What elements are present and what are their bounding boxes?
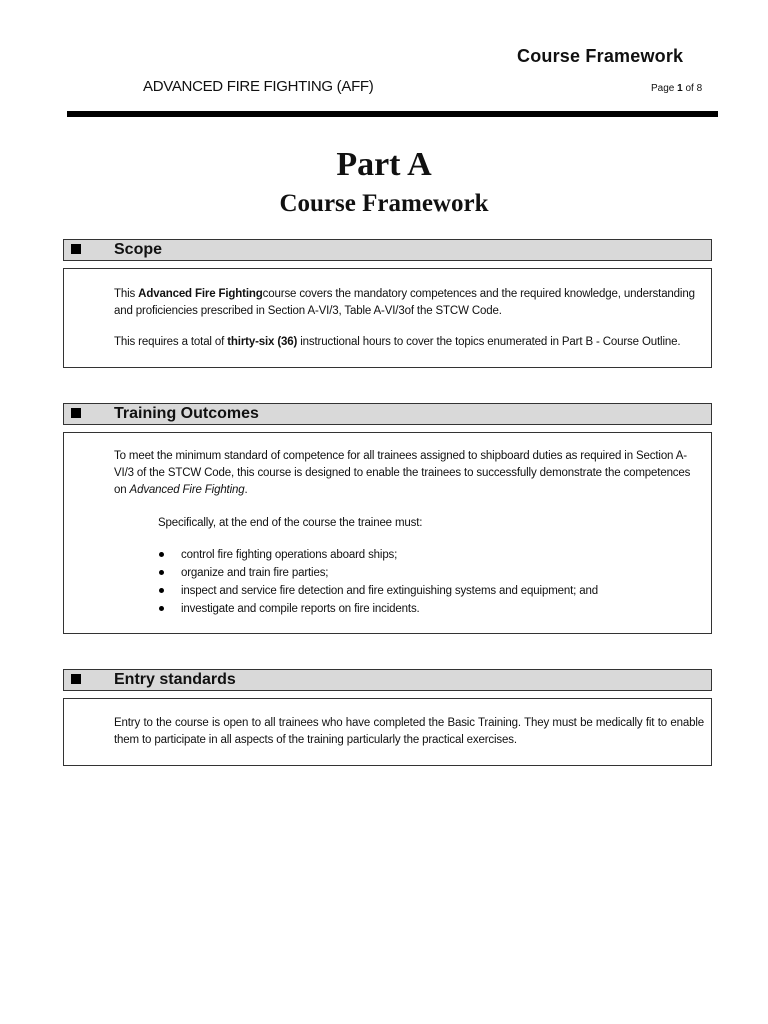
list-item-text: inspect and service fire detection and fire extinguishing systems and equipment; and bbox=[181, 585, 598, 597]
outcomes-list bbox=[158, 546, 598, 618]
list-item bbox=[158, 546, 598, 564]
section-heading-entry-standards bbox=[63, 669, 712, 691]
list-item bbox=[158, 600, 598, 618]
text-run: . bbox=[244, 484, 248, 496]
scope-paragraph-1 bbox=[114, 286, 704, 320]
list-item-text: organize and train fire parties; bbox=[181, 567, 329, 579]
text-run: This requires a total of bbox=[114, 336, 228, 348]
part-title: Part A bbox=[336, 146, 432, 183]
square-bullet-icon bbox=[71, 408, 81, 418]
page-prefix: Page bbox=[651, 83, 678, 94]
text-run: course covers the mandatory competences and the required knowledge, understanding and proficiencies prescribed in Section A-VI/3, Table A-VI/3of the STCW Code. bbox=[114, 288, 695, 317]
hours-bold: thirty-six (36) bbox=[227, 336, 298, 348]
outcomes-intro: Specifically, at the end of the course the trainee must: bbox=[158, 517, 423, 529]
section-heading-label: Scope bbox=[114, 241, 163, 258]
course-name-italic: Advanced Fire Fighting bbox=[129, 484, 245, 496]
header-rule bbox=[67, 111, 718, 117]
outcomes-paragraph bbox=[114, 448, 704, 499]
square-bullet-icon bbox=[71, 674, 81, 684]
list-item bbox=[158, 582, 598, 600]
text-run: This bbox=[114, 288, 139, 300]
section-heading-label: Training Outcomes bbox=[114, 405, 259, 422]
page-number bbox=[651, 83, 702, 94]
bullet-icon bbox=[159, 552, 164, 557]
bullet-icon bbox=[159, 606, 164, 611]
text-run: To meet the minimum standard of competence for all trainees assigned to shipboard duties as required in Section A-VI/3 of the STCW Code, this course is designed to enable the trainees to successfully demonstrate the competences on bbox=[114, 450, 691, 496]
section-heading-training-outcomes bbox=[63, 403, 712, 425]
list-item bbox=[158, 564, 598, 582]
list-item-text: investigate and compile reports on fire incidents. bbox=[181, 603, 420, 615]
text-run: instructional hours to cover the topics enumerated in Part B - Course Outline. bbox=[297, 336, 681, 348]
course-name-bold: Advanced Fire Fighting bbox=[138, 288, 263, 300]
course-title-header: ADVANCED FIRE FIGHTING (AFF) bbox=[143, 78, 374, 95]
page-current: 1 bbox=[677, 83, 683, 94]
bullet-icon bbox=[159, 588, 164, 593]
section-heading-scope bbox=[63, 239, 712, 261]
scope-paragraph-2 bbox=[114, 334, 704, 351]
list-item-text: control fire fighting operations aboard ships; bbox=[181, 549, 398, 561]
section-heading-label: Entry standards bbox=[114, 671, 236, 688]
page-total: of 8 bbox=[682, 83, 703, 94]
document-type-label: Course Framework bbox=[517, 46, 684, 66]
bullet-icon bbox=[159, 570, 164, 575]
entry-paragraph: Entry to the course is open to all trainees who have completed the Basic Training. They must be medically fit to enable them to participate in all aspects of the training particularly the practical exercises. bbox=[114, 717, 704, 746]
square-bullet-icon bbox=[71, 244, 81, 254]
part-subtitle: Course Framework bbox=[279, 190, 489, 217]
